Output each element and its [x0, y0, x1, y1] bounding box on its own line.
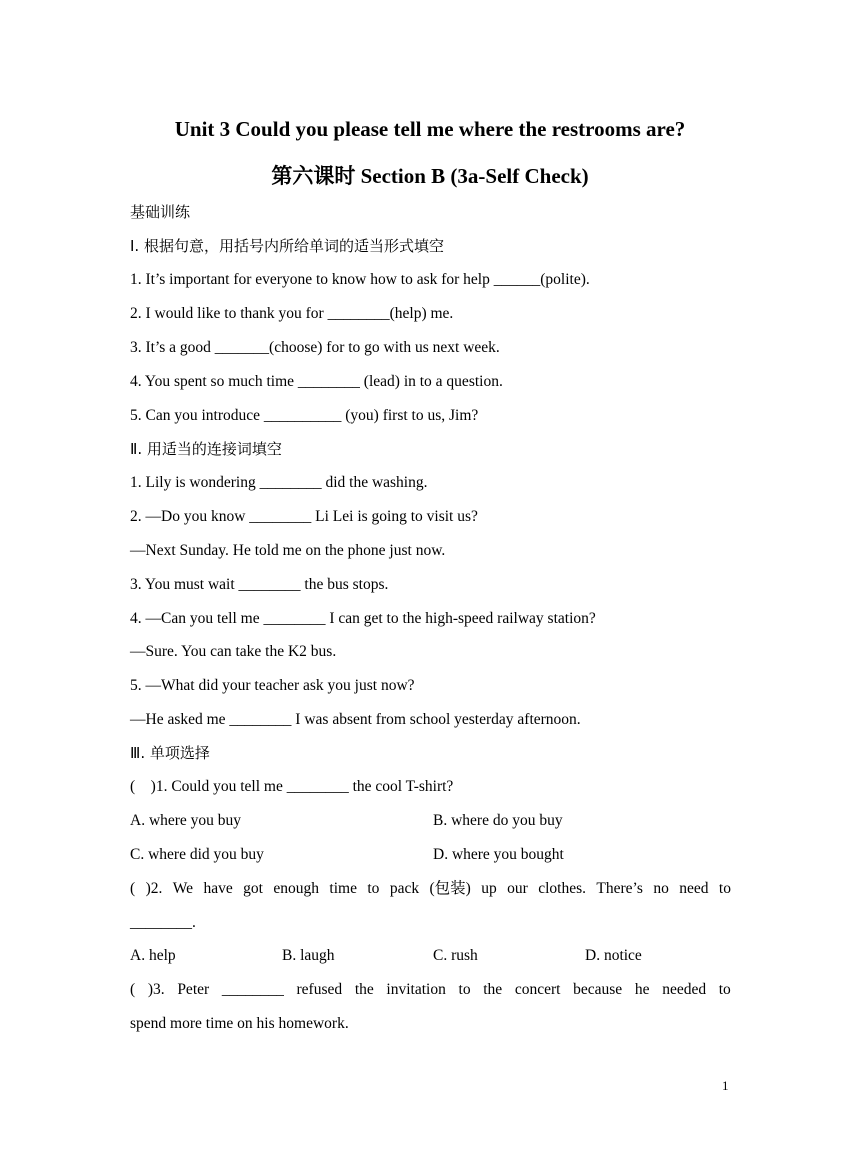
q2-stem-end: ________.	[130, 914, 196, 931]
document-subtitle: 第六课时 Section B (3a-Self Check)	[271, 164, 589, 188]
q2-word: our	[507, 880, 528, 897]
q2-word: got	[243, 880, 263, 897]
q1-option-a: A. where you buy	[130, 812, 242, 829]
q2-option-a: A. help	[130, 947, 176, 964]
q2-option-c: C. rush	[433, 947, 478, 964]
q3-word: ________	[221, 981, 284, 998]
q1-option-b: B. where do you buy	[433, 812, 563, 829]
q3-word: )3.	[147, 981, 165, 998]
q3-word: needed	[662, 981, 707, 998]
q2-stem-line	[130, 879, 731, 899]
part2-item-1: 1. Lily is wondering ________ did the washing.	[130, 474, 428, 491]
q3-word: refused	[296, 981, 343, 998]
part2-item-5-answer: —He asked me ________ I was absent from school yesterday afternoon.	[130, 711, 581, 728]
part1-item-1: 1. It’s important for everyone to know how to ask for help ______(polite).	[130, 271, 590, 288]
document-title: Unit 3 Could you please tell me where the restrooms are?	[174, 117, 686, 141]
part1-item-4: 4. You spent so much time ________ (lead) in to a question.	[130, 373, 503, 390]
q1-option-c: C. where did you buy	[130, 846, 264, 863]
q2-word: to	[718, 880, 731, 897]
part2-item-3: 3. You must wait ________ the bus stops.	[130, 576, 389, 593]
q2-word: have	[203, 880, 233, 897]
q3-stem-end: spend more time on his homework.	[130, 1015, 349, 1032]
q2-word: time	[329, 880, 357, 897]
q2-word: enough	[273, 880, 319, 897]
q3-word: the	[354, 981, 374, 998]
q3-word: concert	[514, 981, 561, 998]
q3-word: he	[634, 981, 650, 998]
q3-stem-line	[130, 980, 731, 1000]
part1-item-5: 5. Can you introduce __________ (you) first to us, Jim?	[130, 407, 479, 424]
part2-item-4-answer: —Sure. You can take the K2 bus.	[130, 643, 337, 660]
q3-word: invitation	[386, 981, 446, 998]
q2-word: There’s	[596, 880, 643, 897]
q2-word: to	[367, 880, 380, 897]
q3-word: Peter	[177, 981, 210, 998]
q2-word: pack	[389, 880, 420, 897]
q3-word: to	[718, 981, 731, 998]
part1-item-3: 3. It’s a good _______(choose) for to go with us next week.	[130, 339, 500, 356]
part2-item-5: 5. —What did your teacher ask you just now?	[130, 677, 415, 694]
q1-stem: ( )1. Could you tell me ________ the cool T-shirt?	[130, 778, 454, 795]
q2-stem	[130, 879, 731, 899]
q2-word: (包装)	[429, 880, 471, 897]
q1-option-d: D. where you bought	[433, 846, 564, 863]
q2-word: (	[130, 880, 136, 897]
q2-word: )2.	[145, 880, 163, 897]
page-number: 1	[722, 1078, 729, 1093]
q3-word: to	[458, 981, 471, 998]
part2-heading: Ⅱ. 用适当的连接词填空	[130, 440, 282, 458]
q3-stem	[130, 980, 731, 1000]
q3-word: because	[573, 981, 623, 998]
part2-item-2-answer: —Next Sunday. He told me on the phone just now.	[130, 542, 446, 559]
q2-word: up	[481, 880, 497, 897]
q2-option-d: D. notice	[585, 947, 642, 964]
q3-word: (	[130, 981, 136, 998]
q2-option-b: B. laugh	[282, 947, 335, 964]
section-basic-heading: 基础训练	[130, 203, 191, 221]
q2-word: no	[653, 880, 669, 897]
part2-item-2: 2. —Do you know ________ Li Lei is going to visit us?	[130, 508, 478, 525]
part2-item-4: 4. —Can you tell me ________ I can get to the high-speed railway station?	[130, 610, 596, 627]
q2-word: We	[172, 880, 194, 897]
q2-word: clothes.	[538, 880, 587, 897]
part1-heading: Ⅰ. 根据句意，用括号内所给单词的适当形式填空	[130, 237, 444, 255]
part1-item-2: 2. I would like to thank you for ________(help) me.	[130, 305, 454, 322]
part3-heading: Ⅲ. 单项选择	[130, 744, 210, 762]
q2-word: need	[679, 880, 709, 897]
q3-word: the	[483, 981, 503, 998]
